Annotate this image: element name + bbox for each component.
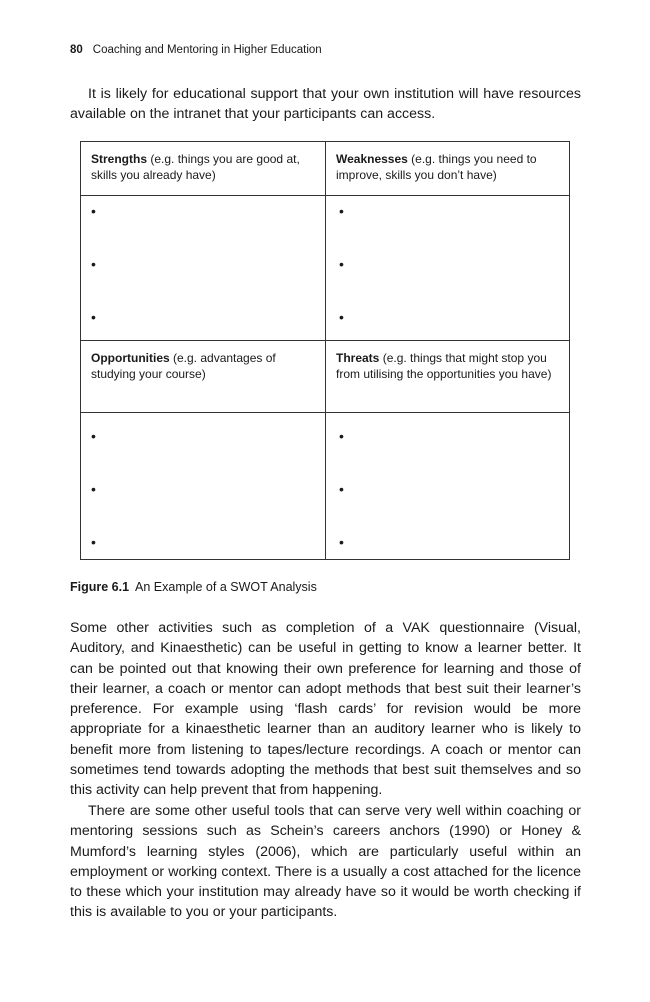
strengths-header (81, 142, 325, 183)
weaknesses-header (326, 142, 569, 183)
threats-bullet: • (339, 481, 344, 497)
opportunities-term: Opportunities (91, 351, 170, 365)
strengths-bullet: • (91, 309, 96, 325)
body-paragraph: Some other activities such as completion of a VAK questionnaire (Visual, Auditory, and Kinaesthetic) can be useful in getting to know a learner better. It can be pointed out that knowing their own preference for learning and those of their learner, a coach or mentor can adopt methods that best suit their learner’s preference. For example using ‘flash cards’ for revision would be more appropriate for a kinaesthetic learner than an auditory learner who is likely to benefit more from listening to tapes/lecture recordings. A coach or mentor can sometimes tend towards adopting the methods that best suit themselves and so this activity can help prevent that from happening. (70, 620, 581, 799)
threats-bullet: • (339, 534, 344, 550)
strengths-desc: (e.g. things you are good at, skills you already have) (91, 152, 300, 182)
weaknesses-bullet: • (339, 256, 344, 272)
opportunities-bullet: • (91, 481, 96, 497)
opportunities-header (81, 341, 325, 382)
opportunities-bullet: • (91, 534, 96, 550)
strengths-term: Strengths (91, 152, 148, 166)
swot-divider-3 (81, 412, 569, 413)
weaknesses-desc: (e.g. things you need to improve, skills you don’t have) (336, 152, 537, 182)
swot-divider-1 (81, 195, 569, 196)
swot-table (80, 141, 570, 560)
threats-header (326, 341, 569, 382)
body-paragraph: There are some other useful tools that can serve very well within coaching or mentoring sessions such as Schein’s careers anchors (1990) or Honey & Mumford’s learning styles (2006), which are particularly useful within an employment or working context. There is a usually a cost attached for the licence to these which your institution may already have so it would be worth checking if this is available to you or your participants. (70, 803, 581, 921)
threats-desc: (e.g. things that might stop you from utilising the opportunities you have) (336, 351, 552, 381)
figure-caption-text: An Example of a SWOT Analysis (135, 580, 317, 594)
figure-caption (70, 580, 317, 594)
page-number: 80 (70, 44, 83, 56)
strengths-bullet: • (91, 203, 96, 219)
weaknesses-term: Weaknesses (336, 152, 408, 166)
opportunities-bullet: • (91, 428, 96, 444)
weaknesses-bullet: • (339, 309, 344, 325)
figure-label: Figure 6.1 (70, 580, 130, 594)
threats-term: Threats (336, 351, 380, 365)
strengths-bullet: • (91, 256, 96, 272)
running-head (70, 44, 322, 56)
opportunities-desc: (e.g. advantages of studying your course) (91, 351, 276, 381)
book-title: Coaching and Mentoring in Higher Education (92, 44, 322, 56)
threats-bullet: • (339, 428, 344, 444)
intro-paragraph: It is likely for educational support that your own institution will have resources available on the intranet that your participants can access. (70, 86, 581, 123)
weaknesses-bullet: • (339, 203, 344, 219)
